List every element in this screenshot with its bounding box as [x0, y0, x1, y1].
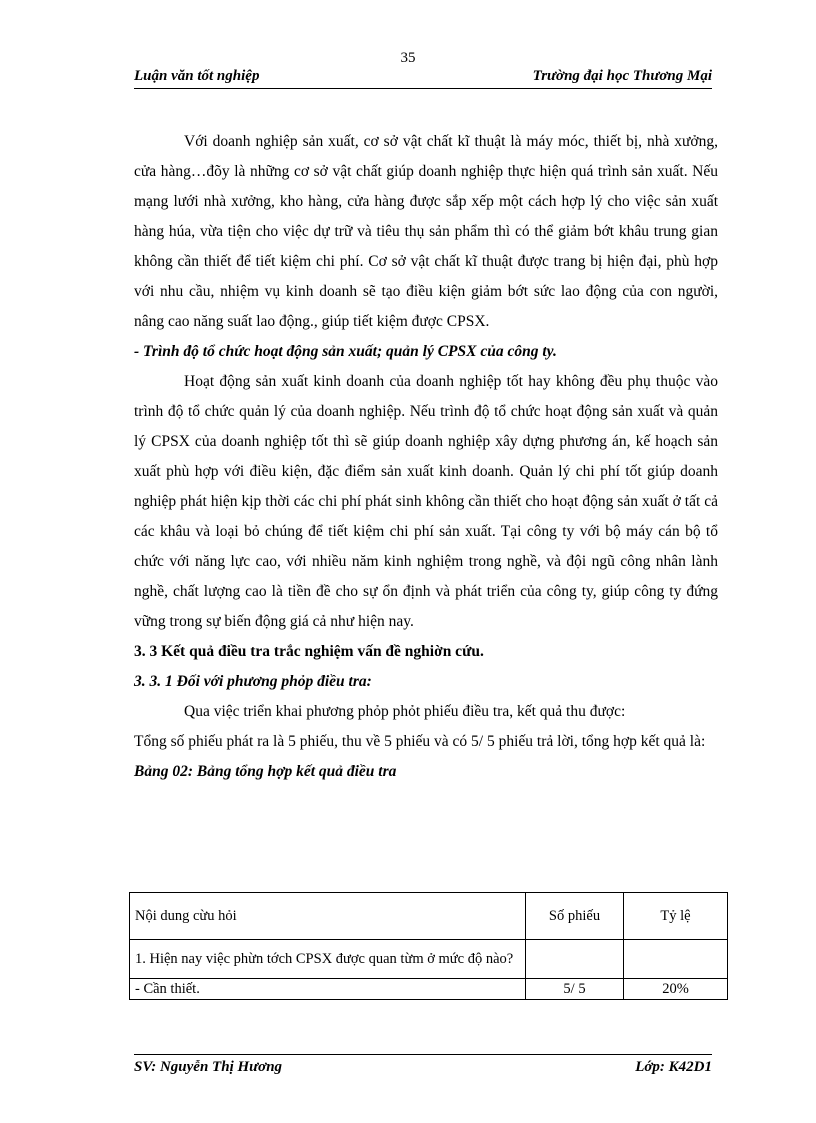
table-caption: Bảng 02: Bảng tổng hợp kết quả điều tra: [134, 763, 397, 780]
survey-results-table: [129, 892, 728, 1000]
header-university-label: Trường đại học Thương Mại: [532, 68, 712, 84]
footer-class-code: Lớp: K42D1: [635, 1059, 712, 1075]
paragraph-method-intro: Qua việc triển khai phương phỏp phỏt phiếu điều tra, kết quả thu được:: [184, 703, 626, 720]
table-cell-question: 1. Hiện nay việc phừn tớch CPSX được quan từm ở mức độ nào?: [130, 940, 526, 979]
section-heading-survey-results: 3. 3 Kết quả điều tra trắc nghiệm vấn đề nghiờn cứu.: [134, 643, 484, 660]
paragraph-facilities: Với doanh nghiệp sản xuất, cơ sở vật chất kĩ thuật là máy móc, thiết bị, nhà xưởng, cửa hàng…đõy là những cơ sở vật chất giúp doanh nghiệp thực hiện quá trình sản xuất. Nếu mạng lưới nhà xưởng, kho hàng, cửa hàng được sắp xếp một cách hợp lý cho việc sản xuất hàng húa, vừa tiện cho việc dự trữ và tiêu thụ sản phẩm thì có thể giảm bớt khâu trung gian không cần thiết để tiết kiệm chi phí. Cơ sở vật chất kĩ thuật được trang bị hiện đại, phù hợp với nhu cầu, nhiệm vụ kinh doanh sẽ tạo điều kiện giảm bớt sức lao động của con người, nâng cao năng suất lao động., giúp tiết kiệm được CPSX.: [134, 133, 718, 330]
table-cell-count: [526, 940, 624, 979]
table-cell-question: - Cần thiết.: [130, 979, 526, 1000]
header-count: Số phiếu: [526, 893, 624, 940]
paragraph-organization: Hoạt động sản xuất kinh doanh của doanh nghiệp tốt hay không đều phụ thuộc vào trình độ tổ chức quản lý của doanh nghiệp. Nếu trình độ tổ chức hoạt động sản xuất và quản lý CPSX của doanh nghiệp tốt thì sẽ giúp doanh nghiệp xây dựng phương án, kế hoạch sản xuất phù hợp với điều kiện, đặc điểm sản xuất kinh doanh. Quản lý chi phí tốt giúp doanh nghiệp phát hiện kịp thời các chi phí phát sinh không cần thiết cho hoạt động sản xuất ở tất cả các khâu và loại bỏ chúng để tiết kiệm chi phí sản xuất. Tại công ty với bộ máy cán bộ tổ chức với năng lực cao, với nhiều năm kinh nghiệm trong nghề, và đội ngũ công nhân lành nghề, chất lượng cao là tiền đề cho sự ổn định và phát triển của công ty, giúp công ty đứng vững trong sự biến động giá cả như hiện nay.: [134, 373, 718, 630]
document-body: [134, 127, 718, 787]
table-row: [130, 940, 728, 979]
page-header: [134, 68, 712, 89]
header-ratio: Tỷ lệ: [624, 893, 728, 940]
footer-student-name: SV: Nguyễn Thị Hương: [134, 1059, 283, 1075]
page-footer: [134, 1054, 712, 1075]
table-header-row: [130, 893, 728, 940]
table-row: [130, 979, 728, 1000]
subheading-organization: - Trình độ tổ chức hoạt động sản xuất; quản lý CPSX của công ty.: [134, 343, 557, 360]
page-number: 35: [400, 50, 416, 66]
header-thesis-label: Luận văn tốt nghiệp: [134, 68, 260, 84]
header-question: Nội dung cừu hỏi: [130, 893, 526, 940]
table-cell-ratio: 20%: [624, 979, 728, 1000]
paragraph-survey-summary: Tổng số phiếu phát ra là 5 phiếu, thu về 5 phiếu và có 5/ 5 phiếu trả lời, tổng hợp kết quả là:: [134, 733, 706, 750]
subsection-heading-method: 3. 3. 1 Đối với phương phỏp điều tra:: [134, 673, 372, 690]
table-cell-ratio: [624, 940, 728, 979]
table-cell-count: 5/ 5: [526, 979, 624, 1000]
